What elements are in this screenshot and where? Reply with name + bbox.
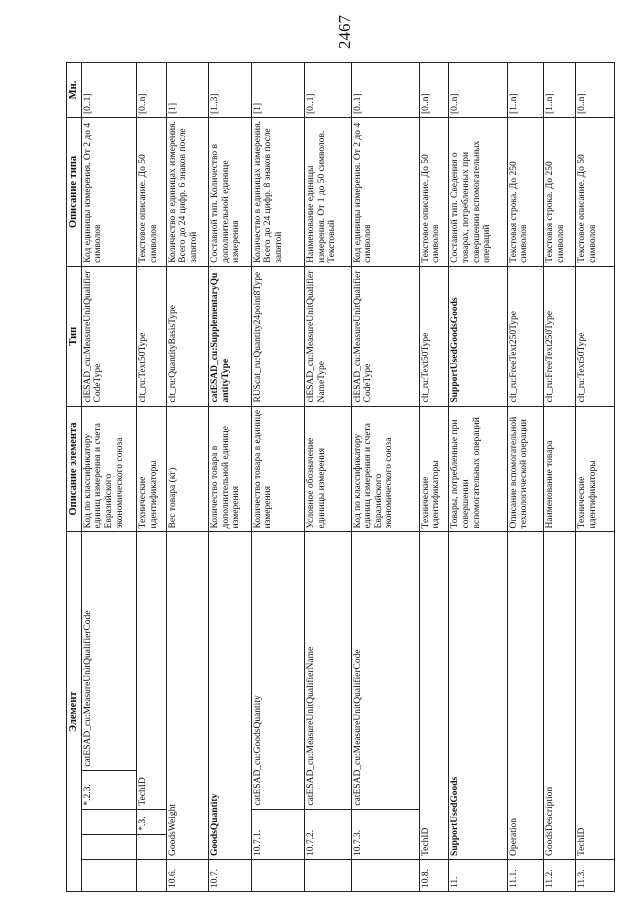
elements-table — [66, 62, 615, 892]
row-element-name: GoodsDescription — [544, 532, 576, 860]
row-type-description: Наименование единицы измерения. От 1 до 50 символов. Текстовый — [305, 118, 351, 267]
row-description: Наименование товара — [544, 406, 576, 532]
row-description: Описание вспомогательной технологической операции — [507, 406, 544, 532]
row-element-name: TechID — [575, 532, 614, 860]
table-row — [209, 63, 251, 892]
row-description: Код по классификатору единиц измерения и счета Евразийского экономического союза — [81, 406, 136, 532]
row-type: clt_ru:Text50Type — [575, 266, 614, 406]
row-multiplicity: [0..n] — [419, 63, 449, 118]
row-type: clt_ru:QuantityBasisType — [166, 266, 208, 406]
row-type-description: Текстовая строка. До 250 символов — [544, 118, 576, 267]
row-type: catESAD_cu:SupplementaryQuantityType — [209, 266, 251, 406]
table-row — [166, 63, 208, 892]
row-type-description: Текстовое описание. До 50 символов — [137, 118, 167, 267]
row-type-description: Количество в единицах измерения. Всего до 24 цифр. 8 знаков после запятой — [251, 118, 305, 267]
row-description: Вес товара (кг) — [166, 406, 208, 532]
header-element: Элемент — [67, 532, 82, 892]
row-number: 11.1. — [507, 859, 544, 891]
row-number: 10.7.3. — [351, 809, 419, 859]
row-number: *.3. — [137, 809, 167, 834]
row-element-name: GoodsWeight — [166, 532, 208, 860]
table-row — [449, 63, 507, 892]
table-row — [507, 63, 544, 892]
row-element-name: catESAD_cu:MeasureUnitQualifierCode — [351, 532, 419, 809]
row-description: Технические идентификаторы — [575, 406, 614, 532]
row-description: Технические идентификаторы — [137, 406, 167, 532]
row-element-name: catESAD_cu:GoodsQuantity — [251, 532, 305, 809]
row-element-name: TechID — [137, 532, 167, 809]
row-number: 10.6. — [166, 859, 208, 891]
row-number: *.2.3. — [81, 770, 136, 809]
row-multiplicity: [1..n] — [544, 63, 576, 118]
row-element-name: catESAD_cu:MeasureUnitQualifierName — [305, 532, 351, 809]
row-type: clESAD_cu:MeasureUnitQualifierCodeType — [81, 266, 136, 406]
row-multiplicity: [0..1] — [351, 63, 419, 118]
row-type-description: Текстовое описание. До 50 символов — [419, 118, 449, 267]
table-row — [575, 63, 614, 892]
row-type-description: Количество в единицах измерения. Всего до 24 цифр. 6 знаков после запятой — [166, 118, 208, 267]
row-type-description: Код единицы измерения. От 2 до 4 символов — [351, 118, 419, 267]
table-header-row — [67, 63, 82, 892]
row-multiplicity: [1..n] — [507, 63, 544, 118]
rotated-document — [66, 62, 615, 892]
row-element-name: GoodsQuantity — [209, 532, 251, 860]
row-number: 11.2. — [544, 859, 576, 891]
page-number-text: 2467 — [335, 15, 354, 49]
row-multiplicity: [0..1] — [305, 63, 351, 118]
row-description: Количество товара в дополнительной единице измерения — [209, 406, 251, 532]
header-description: Описание элемента — [67, 406, 82, 532]
row-description: Товары, потребленные при совершении вспомогательных операций — [449, 406, 507, 532]
table-row — [544, 63, 576, 892]
page-number — [325, 10, 365, 54]
row-number: 11. — [449, 859, 507, 891]
row-type: clt_ru:FreeText250Type — [544, 266, 576, 406]
row-description: Код по классификатору единиц измерения и счета Евразийского экономического союза — [351, 406, 419, 532]
row-type: clt_ru:FreeText250Type — [507, 266, 544, 406]
row-type-description: Текстовая строка. До 250 символов — [507, 118, 544, 267]
row-type: clt_ru:Text50Type — [137, 266, 167, 406]
row-number: 10.8. — [419, 859, 449, 891]
row-type-description: Текстовое описание. До 50 символов — [575, 118, 614, 267]
row-type: clESAD_cu:MeasureUnitQualifierNameType — [305, 266, 351, 406]
row-multiplicity: [0..n] — [137, 63, 167, 118]
table-row — [251, 63, 305, 892]
row-element-name: TechID — [419, 532, 449, 860]
row-type: clt_ru:Text50Type — [419, 266, 449, 406]
row-multiplicity: [1] — [251, 63, 305, 118]
row-number: 10.7. — [209, 859, 251, 891]
row-multiplicity: [1] — [166, 63, 208, 118]
header-type: Тип — [67, 266, 82, 406]
row-element-name: SupportUsedGoods — [449, 532, 507, 860]
row-type-description: Составной тип. Количество в дополнительной единице измерения — [209, 118, 251, 267]
table-row — [81, 63, 136, 892]
row-type: clESAD_cu:MeasureUnitQualifierCodeType — [351, 266, 419, 406]
row-type: SupportUsedGoodsGoods — [449, 266, 507, 406]
table-row — [305, 63, 351, 892]
row-element-name: Operation — [507, 532, 544, 860]
row-description: Технические идентификаторы — [419, 406, 449, 532]
row-description: Количество товара в единице измерения — [251, 406, 305, 532]
row-type: RUScat_ru:Quantity24point8Type — [251, 266, 305, 406]
row-type-description: Составной тип. Сведения о товарах, потребленных при совершении вспомогательных операций — [449, 118, 507, 267]
row-number: 10.7.2. — [305, 809, 351, 859]
table-row — [419, 63, 449, 892]
row-multiplicity: [0..1] — [81, 63, 136, 118]
row-multiplicity: [1..3] — [209, 63, 251, 118]
header-multiplicity: Мн. — [67, 63, 82, 118]
header-type-description: Описание типа — [67, 118, 82, 267]
row-number: 11.3. — [575, 859, 614, 891]
table-row — [351, 63, 419, 892]
row-element-name: catESAD_cu:MeasureUnitQualifierCode — [81, 532, 136, 770]
row-multiplicity: [0..n] — [575, 63, 614, 118]
table-row — [137, 63, 167, 892]
row-multiplicity: [0..n] — [449, 63, 507, 118]
row-type-description: Код единицы измерения. От 2 до 4 символов — [81, 118, 136, 267]
row-description: Условное обозначение единицы измерения — [305, 406, 351, 532]
row-number: 10.7.1. — [251, 809, 305, 859]
